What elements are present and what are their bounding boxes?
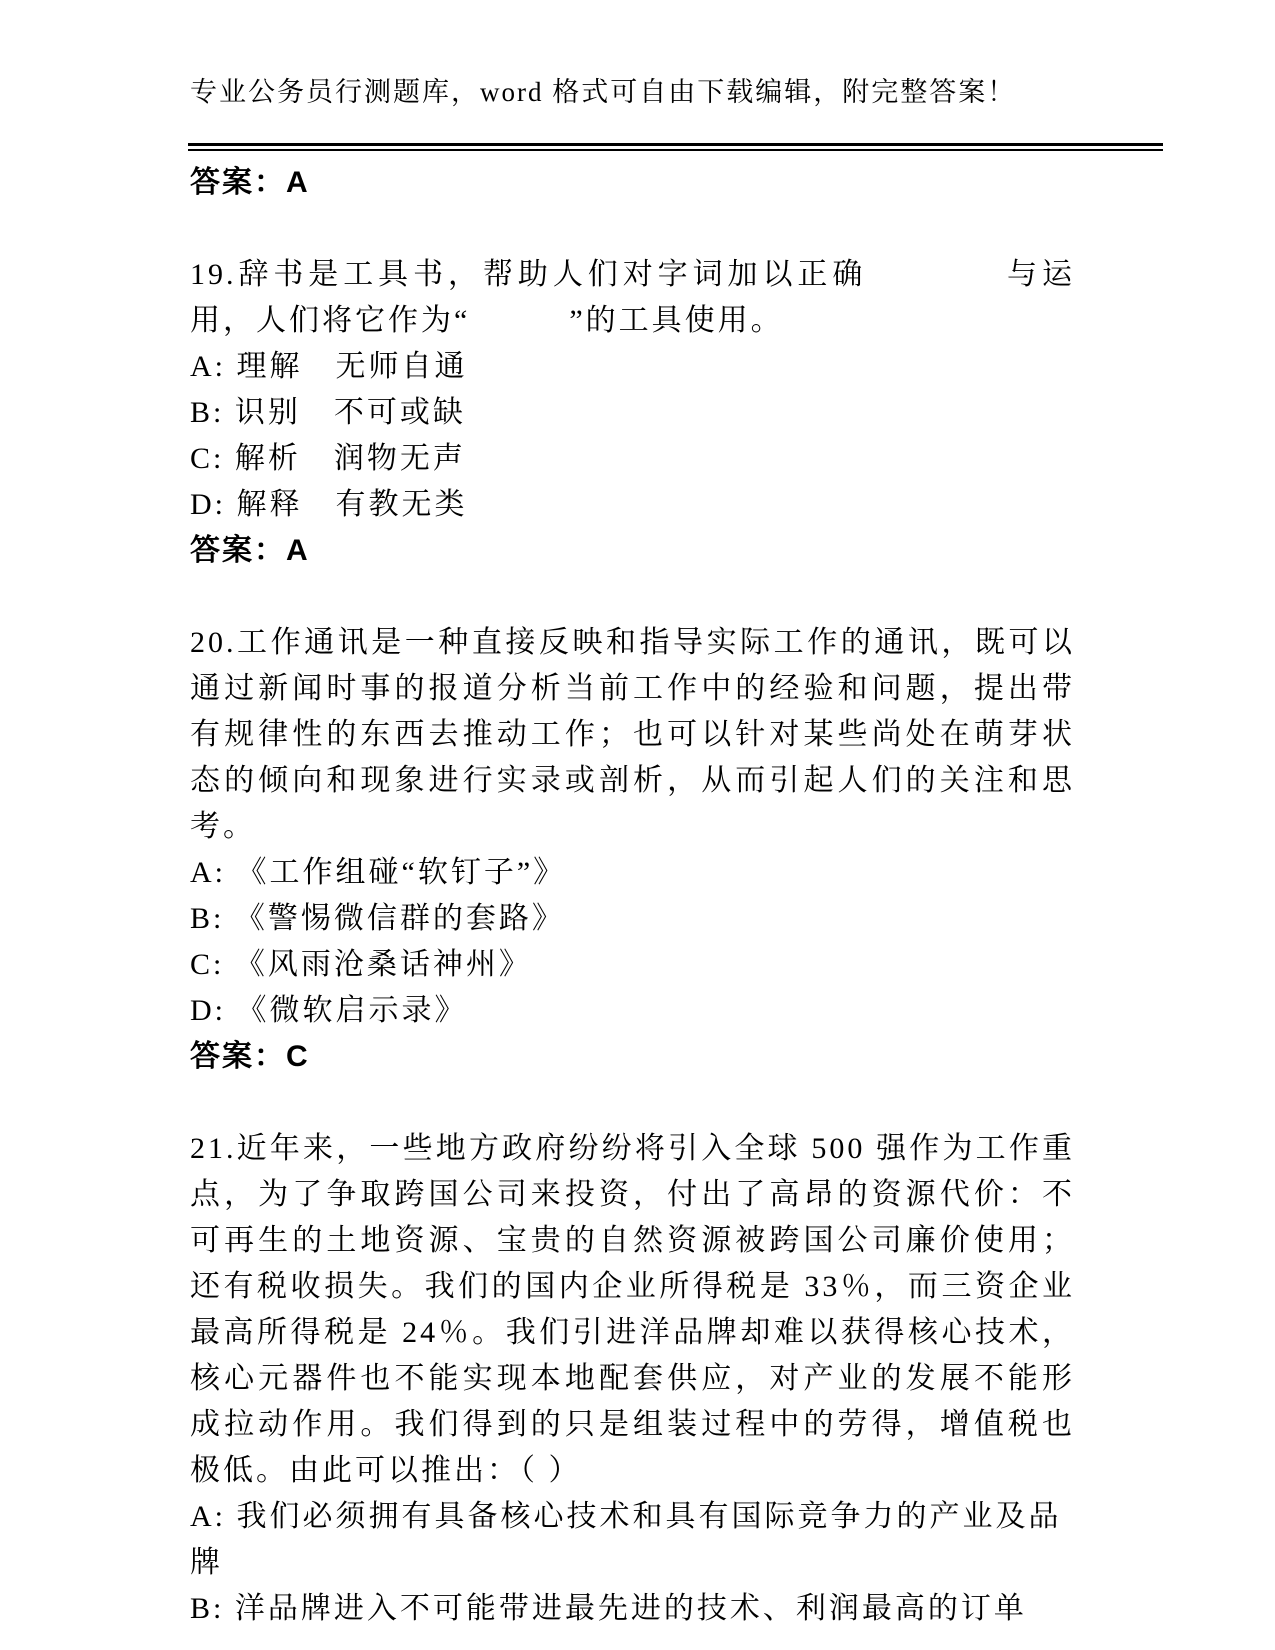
question-21 (190, 1126, 1075, 1632)
question-21-option-a: A: 我们必须拥有具备核心技术和具有国际竞争力的产业及品牌 (190, 1500, 1062, 1579)
document-content (190, 160, 1075, 1632)
question-19-answer: 答案：A (190, 534, 310, 567)
carryover-answer-line: 答案：A (190, 166, 310, 199)
question-20-answer: 答案：C (190, 1040, 310, 1073)
question-19 (190, 252, 1075, 574)
question-20-option-a: A: 《工作组碰“软钉子”》 (190, 856, 567, 889)
question-19-option-c: C: 解析 润物无声 (190, 442, 466, 475)
question-20-option-c: C: 《风雨沧桑话神州》 (190, 948, 532, 981)
question-19-option-b: B: 识别 不可或缺 (190, 396, 466, 429)
question-20-option-d: D: 《微软启示录》 (190, 994, 468, 1027)
question-19-stem: 19.辞书是工具书，帮助人们对字词加以正确 与运用，人们将它作为“ ”的工具使用。 (190, 258, 1075, 337)
question-19-option-a: A: 理解 无师自通 (190, 350, 468, 383)
question-21-stem: 21.近年来，一些地方政府纷纷将引入全球 500 强作为工作重点，为了争取跨国公司来投资，付出了高昂的资源代价：不可再生的土地资源、宝贵的自然资源被跨国公司廉价使用；还有税收损失。我们的国内企业所得税是 33％，而三资企业最高所得税是 24％。我们引进洋品牌却难以获得核心技术，核心元器件也不能实现本地配套供应，对产业的发展不能形成拉动作用。我们得到的只是组装过程中的劳得，增值税也极低。由此可以推出：（ ） (190, 1132, 1075, 1487)
question-20-stem: 20.工作通讯是一种直接反映和指导实际工作的通讯，既可以通过新闻时事的报道分析当前工作中的经验和问题，提出带有规律性的东西去推动工作；也可以针对某些尚处在萌芽状态的倾向和现象进行实录或剖析，从而引起人们的关注和思考。 (190, 626, 1075, 843)
header-divider-double-line (188, 143, 1163, 151)
question-19-option-d: D: 解释 有教无类 (190, 488, 468, 521)
question-20-option-b: B: 《警惕微信群的套路》 (190, 902, 565, 935)
question-20 (190, 620, 1075, 1080)
question-21-option-b: B: 洋品牌进入不可能带进最先进的技术、利润最高的订单 (190, 1592, 1027, 1625)
page-header-note: 专业公务员行测题库，word 格式可自由下载编辑，附完整答案！ (190, 77, 1017, 107)
